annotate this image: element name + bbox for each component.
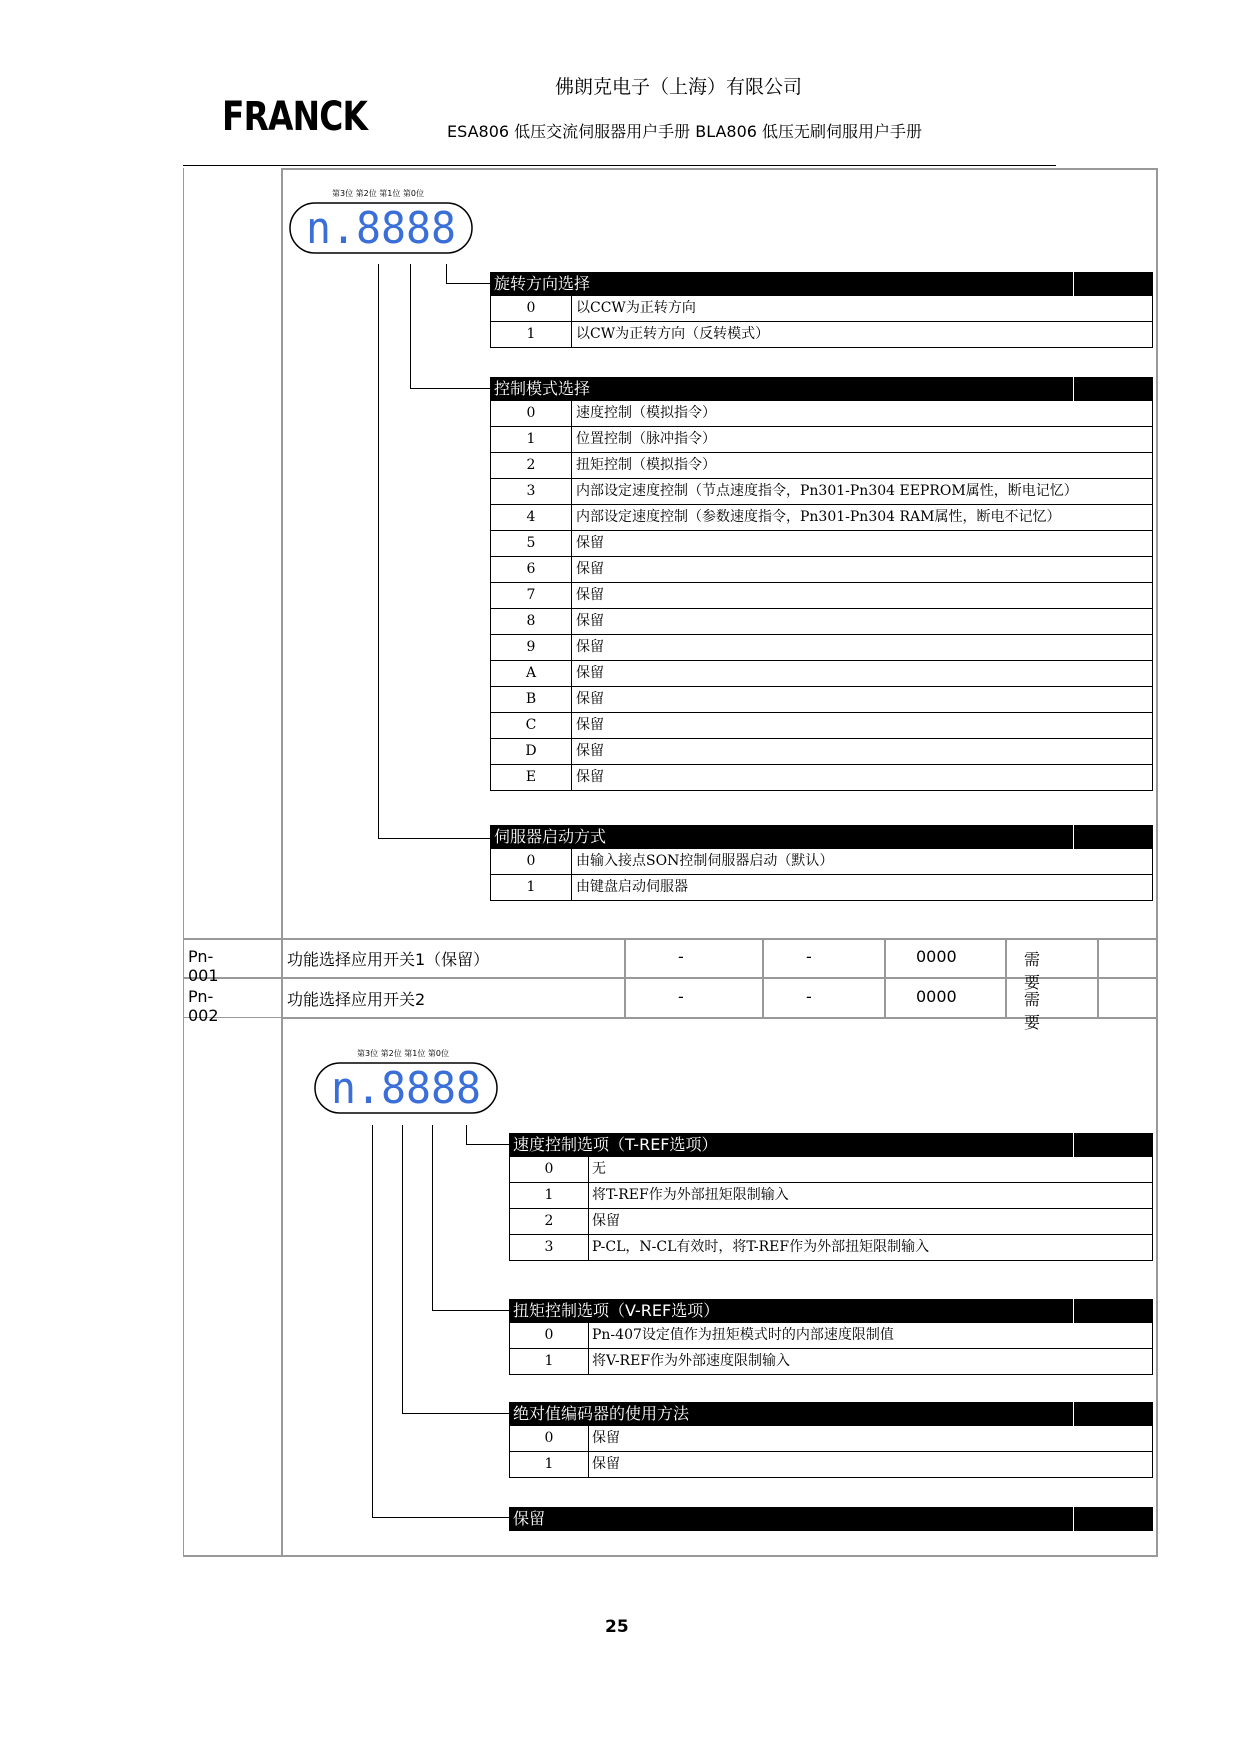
option-code: 4 [491, 505, 572, 530]
option-section-title [509, 1507, 1153, 1531]
option-row [490, 427, 1153, 453]
option-description: 保留 [576, 743, 604, 759]
table-right-border [1156, 168, 1158, 1557]
option-row [490, 739, 1153, 765]
option-description: 保留 [576, 587, 604, 603]
segment-readout: n.8888 [306, 203, 456, 254]
option-description: 扭矩控制（模拟指令） [576, 457, 716, 473]
option-description: P-CL，N-CL有效时，将T-REF作为外部扭矩限制输入 [592, 1239, 930, 1255]
option-code: 3 [491, 479, 572, 504]
option-description: 保留 [576, 717, 604, 733]
option-code: 0 [491, 296, 572, 321]
section-title-text: 绝对值编码器的使用方法 [513, 1404, 690, 1423]
option-description: 保留 [576, 691, 604, 707]
option-code: B [491, 687, 572, 712]
option-row [490, 661, 1153, 687]
option-description: 由键盘启动伺服器 [576, 879, 688, 895]
param-name: 功能选择应用开关2 [287, 990, 426, 1009]
option-row [490, 875, 1153, 901]
option-section-title [509, 1402, 1153, 1426]
option-section-title [490, 272, 1153, 296]
option-row [509, 1157, 1153, 1183]
option-section [490, 377, 1153, 791]
param-col1: - [678, 947, 684, 966]
param-col2: - [806, 987, 812, 1006]
option-row [490, 765, 1153, 791]
param-name: 功能选择应用开关1（保留） [287, 950, 490, 969]
option-description: 保留 [592, 1456, 620, 1472]
table-bottom-border [183, 1555, 1158, 1557]
section-title-text: 扭矩控制选项（V-REF选项） [513, 1301, 720, 1320]
option-code: 9 [491, 635, 572, 660]
option-code: 2 [510, 1209, 589, 1234]
option-description: 保留 [576, 665, 604, 681]
option-description: 内部设定速度控制（参数速度指令，Pn301-Pn304 RAM属性，断电不记忆） [576, 509, 1061, 525]
param-col1: - [678, 987, 684, 1006]
option-code: 7 [491, 583, 572, 608]
option-row [490, 322, 1153, 348]
digit-display-1 [288, 186, 478, 258]
option-description: 保留 [576, 535, 604, 551]
option-row [490, 296, 1153, 322]
option-description: 保留 [576, 613, 604, 629]
option-description: 速度控制（模拟指令） [576, 405, 716, 421]
option-description: 保留 [592, 1430, 620, 1446]
option-row [490, 401, 1153, 427]
digit-display-2 [313, 1046, 503, 1118]
section-title-text: 旋转方向选择 [494, 274, 591, 293]
section-title-text: 伺服器启动方式 [494, 827, 607, 846]
option-description: 位置控制（脉冲指令） [576, 431, 716, 447]
table-top-border [283, 168, 1158, 170]
option-code: 0 [491, 401, 572, 426]
option-code: 1 [491, 322, 572, 347]
option-description: 保留 [576, 769, 604, 785]
param-id: Pn-002 [188, 987, 219, 1025]
option-section-title [509, 1133, 1153, 1157]
option-section [509, 1133, 1153, 1261]
option-code: D [491, 739, 572, 764]
option-description: 无 [592, 1161, 606, 1177]
option-code: 1 [510, 1349, 589, 1374]
option-code: 0 [491, 849, 572, 874]
option-section [509, 1402, 1153, 1478]
section-title-text: 速度控制选项（T-REF选项） [513, 1135, 718, 1154]
param-default: 0000 [916, 987, 957, 1006]
param-col2: - [806, 947, 812, 966]
option-code: E [491, 765, 572, 790]
option-code: C [491, 713, 572, 738]
option-section [509, 1299, 1153, 1375]
param-default: 0000 [916, 947, 957, 966]
segment-readout: n.8888 [331, 1063, 481, 1114]
option-code: 0 [510, 1157, 589, 1182]
table-left-border [183, 168, 184, 1557]
option-section [509, 1507, 1153, 1531]
option-row [509, 1452, 1153, 1478]
option-row [490, 557, 1153, 583]
option-code: 0 [510, 1426, 589, 1451]
page-number: 25 [605, 1617, 629, 1637]
option-code: 1 [510, 1183, 589, 1208]
digit-position-labels: 第3位 第2位 第1位 第0位 [332, 189, 424, 198]
option-description: 保留 [576, 639, 604, 655]
section-title-text: 控制模式选择 [494, 379, 591, 398]
option-row [490, 635, 1153, 661]
option-code: A [491, 661, 572, 686]
option-description: 保留 [576, 561, 604, 577]
option-code: 1 [491, 427, 572, 452]
table-col-divider [281, 168, 283, 1557]
option-row [509, 1183, 1153, 1209]
param-id: Pn-001 [188, 947, 219, 985]
option-description: Pn-407设定值作为扭矩模式时的内部速度限制值 [592, 1327, 894, 1343]
option-row [490, 849, 1153, 875]
option-row [490, 479, 1153, 505]
option-row [509, 1209, 1153, 1235]
section-title-text: 保留 [513, 1509, 546, 1528]
option-description: 将T-REF作为外部扭矩限制输入 [592, 1187, 789, 1203]
digit-position-labels: 第3位 第2位 第1位 第0位 [357, 1049, 449, 1058]
header-rule [183, 165, 1056, 166]
option-row [490, 713, 1153, 739]
franck-logo: FRANCK [222, 94, 368, 140]
option-description: 以CCW为正转方向 [576, 300, 696, 316]
company-name: 佛朗克电子（上海）有限公司 [555, 76, 803, 98]
option-row [509, 1235, 1153, 1261]
option-code: 0 [510, 1323, 589, 1348]
param-restart: 需要 [1024, 950, 1041, 992]
option-description: 以CW为正转方向（反转模式） [576, 326, 770, 342]
option-code: 1 [510, 1452, 589, 1477]
option-code: 6 [491, 557, 572, 582]
option-section-title [490, 825, 1153, 849]
option-code: 2 [491, 453, 572, 478]
option-row [490, 609, 1153, 635]
option-section [490, 272, 1153, 348]
option-code: 3 [510, 1235, 589, 1260]
option-row [509, 1426, 1153, 1452]
option-row [490, 453, 1153, 479]
option-code: 5 [491, 531, 572, 556]
option-description: 内部设定速度控制（节点速度指令，Pn301-Pn304 EEPROM属性，断电记忆） [576, 483, 1078, 499]
option-row [490, 583, 1153, 609]
option-description: 由输入接点SON控制伺服器启动（默认） [576, 853, 834, 869]
option-row [490, 531, 1153, 557]
option-row [490, 687, 1153, 713]
param-restart: 需要 [1024, 990, 1041, 1032]
option-section-title [490, 377, 1153, 401]
option-row [509, 1323, 1153, 1349]
option-row [509, 1349, 1153, 1375]
option-description: 将V-REF作为外部速度限制输入 [592, 1353, 791, 1369]
option-code: 8 [491, 609, 572, 634]
option-description: 保留 [592, 1213, 620, 1229]
option-code: 1 [491, 875, 572, 900]
option-row [490, 505, 1153, 531]
manual-subtitle: ESA806 低压交流伺服器用户手册 BLA806 低压无刷伺服用户手册 [447, 122, 923, 141]
option-section [490, 825, 1153, 901]
option-section-title [509, 1299, 1153, 1323]
